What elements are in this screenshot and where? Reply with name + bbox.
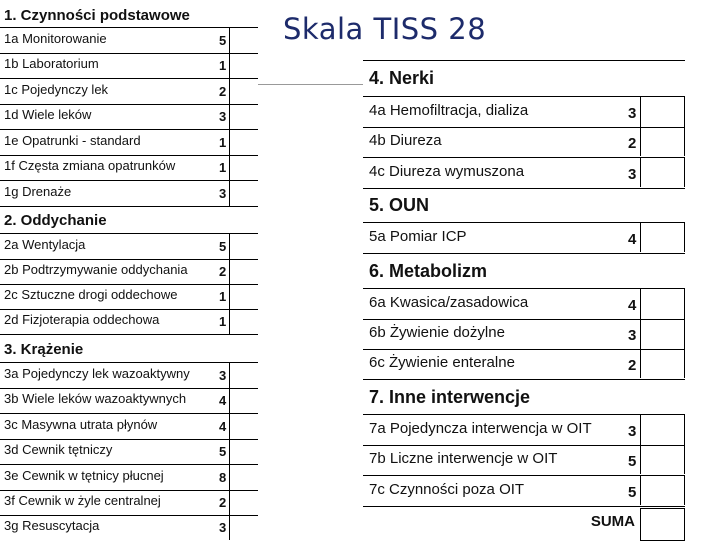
item-points: 8 (219, 470, 227, 485)
item-label: 6c Żywienie enteralne (369, 354, 515, 371)
item-points: 4 (219, 419, 227, 434)
score-box (640, 348, 685, 378)
score-box (640, 96, 685, 126)
item-points: 1 (219, 58, 227, 73)
item-label: 3c Masywna utrata płynów (4, 417, 158, 432)
item-label: 7b Liczne interwencje w OIT (369, 450, 558, 467)
table-row (0, 490, 258, 516)
table-row (0, 465, 258, 491)
table-row (0, 439, 258, 465)
section-heading-1: 1. Czynności podstawowe (4, 7, 190, 24)
section-heading-7: 7. Inne interwencje (369, 387, 531, 407)
item-label: 7c Czynności poza OIT (369, 481, 525, 498)
item-label: 3b Wiele leków wazoaktywnych (4, 391, 187, 406)
item-label: 4c Diureza wymuszona (369, 163, 525, 180)
table-row (0, 181, 258, 207)
score-box (640, 288, 685, 318)
table-row (363, 349, 685, 380)
section-heading-4: 4. Nerki (369, 68, 435, 88)
item-points: 3 (219, 520, 227, 535)
item-points: 5 (628, 453, 637, 470)
score-box (640, 222, 685, 252)
table-row (0, 309, 258, 335)
section-heading-3: 3. Krążenie (4, 341, 84, 358)
item-points: 1 (219, 135, 227, 150)
total-box (640, 508, 685, 541)
score-box (640, 318, 685, 348)
table-row (0, 233, 258, 260)
divider (363, 60, 685, 61)
item-points: 4 (628, 231, 637, 248)
item-points: 3 (628, 166, 637, 183)
connector-line (258, 84, 363, 85)
section-heading-2: 2. Oddychanie (4, 212, 107, 229)
item-points: 1 (219, 160, 227, 175)
total-row (363, 508, 685, 540)
table-row (363, 476, 685, 507)
item-points: 3 (219, 368, 227, 383)
table-row (0, 104, 258, 130)
table-row (0, 414, 258, 440)
item-label: 4b Diureza (369, 132, 442, 149)
item-points: 3 (628, 105, 637, 122)
item-label: 3g Resuscytacja (4, 518, 100, 533)
item-label: 2a Wentylacja (4, 237, 86, 252)
item-label: 6a Kwasica/zasadowica (369, 294, 529, 311)
item-points: 3 (628, 423, 637, 440)
table-row (363, 288, 685, 320)
item-label: 1a Monitorowanie (4, 31, 107, 46)
score-box (640, 414, 685, 444)
item-points: 2 (219, 495, 227, 510)
item-points: 3 (219, 186, 227, 201)
table-row (0, 284, 258, 310)
page-title: Skala TISS 28 (283, 12, 487, 46)
table-row (0, 259, 258, 285)
score-box (640, 126, 685, 156)
table-row (0, 130, 258, 156)
item-points: 4 (219, 393, 227, 408)
table-row (0, 53, 258, 79)
item-label: 1f Częsta zmiana opatrunków (4, 158, 176, 173)
table-row (363, 158, 685, 189)
table-row (0, 515, 258, 540)
item-label: 2d Fizjoterapia oddechowa (4, 312, 160, 327)
item-label: 5a Pomiar ICP (369, 228, 467, 245)
table-row (363, 414, 685, 446)
item-points: 2 (628, 357, 637, 374)
item-label: 6b Żywienie dożylne (369, 324, 505, 341)
score-box (640, 157, 685, 187)
item-label: 1c Pojedynczy lek (4, 82, 109, 97)
table-row (363, 222, 685, 254)
item-label: 1g Drenaże (4, 184, 72, 199)
item-label: 1b Laboratorium (4, 56, 99, 71)
item-points: 1 (219, 289, 227, 304)
item-label: 3f Cewnik w żyle centralnej (4, 493, 161, 508)
table-row (0, 388, 258, 414)
item-label: 2c Sztuczne drogi oddechowe (4, 287, 178, 302)
score-box (640, 444, 685, 474)
table-row (363, 127, 685, 158)
table-row (363, 445, 685, 476)
item-label: 2b Podtrzymywanie oddychania (4, 262, 188, 277)
item-points: 2 (628, 135, 637, 152)
item-points: 3 (219, 109, 227, 124)
item-points: 5 (219, 239, 227, 254)
item-points: 1 (219, 314, 227, 329)
item-points: 3 (628, 327, 637, 344)
score-box (640, 475, 685, 505)
table-row (0, 27, 258, 54)
table-row (363, 96, 685, 128)
table-row (0, 362, 258, 389)
item-points: 5 (219, 444, 227, 459)
item-points: 5 (628, 484, 637, 501)
item-label: 1e Opatrunki - standard (4, 133, 141, 148)
section-heading-6: 6. Metabolizm (369, 261, 488, 281)
item-points: 2 (219, 84, 227, 99)
item-points: 2 (219, 264, 227, 279)
item-label: 1d Wiele leków (4, 107, 92, 122)
table-row (0, 79, 258, 105)
table-row (363, 319, 685, 350)
item-label: 3a Pojedynczy lek wazoaktywny (4, 366, 190, 381)
section-heading-5: 5. OUN (369, 195, 430, 215)
item-label: 4a Hemofiltracja, dializa (369, 102, 529, 119)
item-label: 3e Cewnik w tętnicy płucnej (4, 468, 164, 483)
item-points: 5 (219, 33, 227, 48)
table-row (0, 155, 258, 181)
total-label: SUMA (590, 513, 635, 530)
item-points: 4 (628, 297, 637, 314)
item-label: 3d Cewnik tętniczy (4, 442, 113, 457)
item-label: 7a Pojedyncza interwencja w OIT (369, 420, 592, 437)
